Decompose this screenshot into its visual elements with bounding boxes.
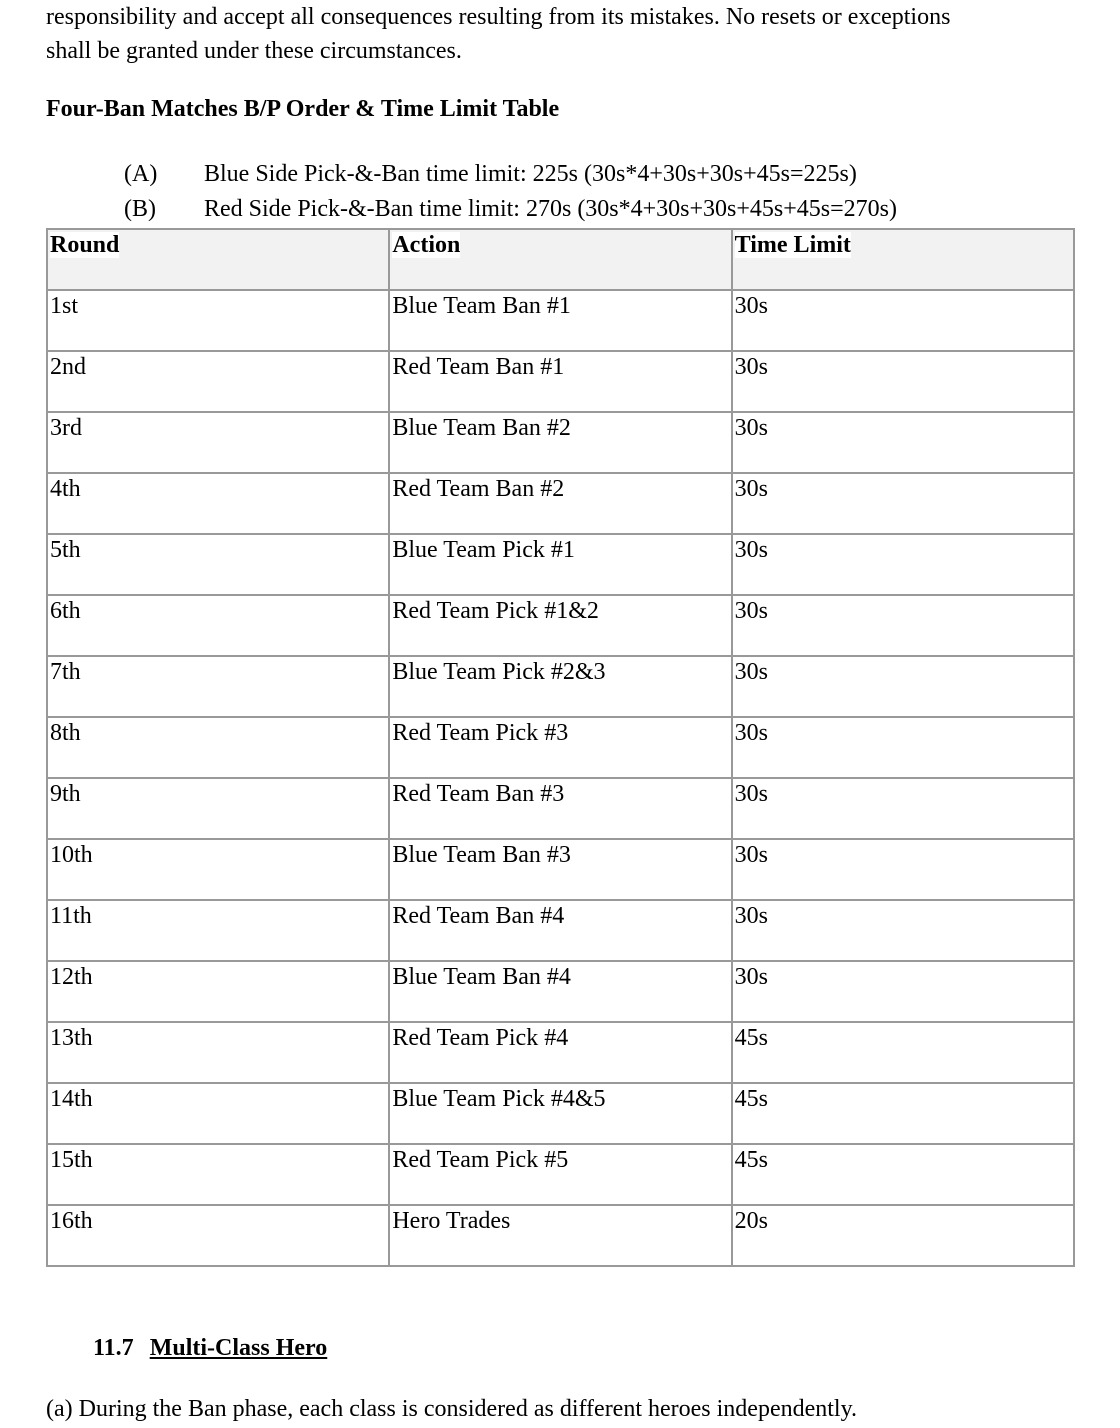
intro-paragraph	[46, 0, 1076, 68]
table-row	[47, 1083, 1074, 1144]
table-row	[47, 1144, 1074, 1205]
list-item	[124, 192, 897, 227]
cell-round: 12th	[47, 961, 389, 1022]
table-row	[47, 717, 1074, 778]
cell-time-limit: 30s	[732, 412, 1074, 473]
cell-round: 1st	[47, 290, 389, 351]
bp-order-table	[46, 228, 1075, 1267]
section-heading	[93, 1335, 327, 1362]
table-row	[47, 1022, 1074, 1083]
cell-action: Hero Trades	[389, 1205, 731, 1266]
cell-action: Red Team Pick #5	[389, 1144, 731, 1205]
cell-round: 3rd	[47, 412, 389, 473]
cell-round: 16th	[47, 1205, 389, 1266]
list-marker: (A)	[124, 161, 158, 187]
cell-round: 7th	[47, 656, 389, 717]
cell-action: Red Team Ban #3	[389, 778, 731, 839]
cell-time-limit: 30s	[732, 351, 1074, 412]
time-limit-list	[124, 157, 897, 227]
header-time-limit: Time Limit	[732, 229, 1074, 290]
table-row	[47, 290, 1074, 351]
list-text: Blue Side Pick-&-Ban time limit: 225s (30s*4+30s+30s+45s=225s)	[204, 161, 857, 187]
cell-time-limit: 30s	[732, 778, 1074, 839]
cell-round: 13th	[47, 1022, 389, 1083]
cell-round: 14th	[47, 1083, 389, 1144]
cell-time-limit: 45s	[732, 1022, 1074, 1083]
intro-line-2: shall be granted under these circumstances.	[46, 38, 462, 64]
cell-time-limit: 45s	[732, 1144, 1074, 1205]
cell-action: Red Team Pick #1&2	[389, 595, 731, 656]
cell-round: 11th	[47, 900, 389, 961]
header-round: Round	[47, 229, 389, 290]
cell-round: 10th	[47, 839, 389, 900]
cell-round: 15th	[47, 1144, 389, 1205]
table-row	[47, 534, 1074, 595]
cell-time-limit: 30s	[732, 717, 1074, 778]
table-row	[47, 656, 1074, 717]
table-row	[47, 1205, 1074, 1266]
cell-round: 8th	[47, 717, 389, 778]
cell-action: Blue Team Ban #2	[389, 412, 731, 473]
table-row	[47, 900, 1074, 961]
cell-action: Blue Team Ban #1	[389, 290, 731, 351]
cell-action: Red Team Pick #4	[389, 1022, 731, 1083]
cell-round: 6th	[47, 595, 389, 656]
cell-action: Red Team Ban #1	[389, 351, 731, 412]
table-row	[47, 839, 1074, 900]
cell-time-limit: 30s	[732, 839, 1074, 900]
list-marker: (B)	[124, 196, 156, 222]
cell-time-limit: 30s	[732, 290, 1074, 351]
list-item	[124, 157, 897, 192]
cell-action: Blue Team Pick #2&3	[389, 656, 731, 717]
list-text: Red Side Pick-&-Ban time limit: 270s (30s*4+30s+30s+45s+45s=270s)	[204, 196, 898, 222]
table-heading: Four-Ban Matches B/P Order & Time Limit Table	[46, 96, 560, 122]
cell-time-limit: 30s	[732, 595, 1074, 656]
table-row	[47, 595, 1074, 656]
cell-time-limit: 30s	[732, 534, 1074, 595]
cell-action: Blue Team Pick #4&5	[389, 1083, 731, 1144]
table-row	[47, 961, 1074, 1022]
cell-action: Blue Team Ban #3	[389, 839, 731, 900]
cell-round: 2nd	[47, 351, 389, 412]
cell-time-limit: 30s	[732, 656, 1074, 717]
cell-time-limit: 45s	[732, 1083, 1074, 1144]
table-row	[47, 412, 1074, 473]
table-row	[47, 778, 1074, 839]
cell-action: Red Team Ban #2	[389, 473, 731, 534]
table-row	[47, 473, 1074, 534]
cell-action: Red Team Ban #4	[389, 900, 731, 961]
intro-line-1: responsibility and accept all consequences resulting from its mistakes. No resets or exceptions	[46, 4, 951, 30]
table-header-row	[47, 229, 1074, 290]
section-paragraph: (a) During the Ban phase, each class is considered as different heroes independently.	[46, 1396, 858, 1422]
cell-round: 4th	[47, 473, 389, 534]
header-action: Action	[389, 229, 731, 290]
cell-round: 9th	[47, 778, 389, 839]
cell-action: Blue Team Ban #4	[389, 961, 731, 1022]
cell-time-limit: 30s	[732, 900, 1074, 961]
table-row	[47, 351, 1074, 412]
section-number: 11.7	[93, 1335, 134, 1361]
cell-action: Blue Team Pick #1	[389, 534, 731, 595]
cell-round: 5th	[47, 534, 389, 595]
section-title: Multi-Class Hero	[149, 1335, 328, 1361]
cell-action: Red Team Pick #3	[389, 717, 731, 778]
cell-time-limit: 20s	[732, 1205, 1074, 1266]
cell-time-limit: 30s	[732, 473, 1074, 534]
cell-time-limit: 30s	[732, 961, 1074, 1022]
